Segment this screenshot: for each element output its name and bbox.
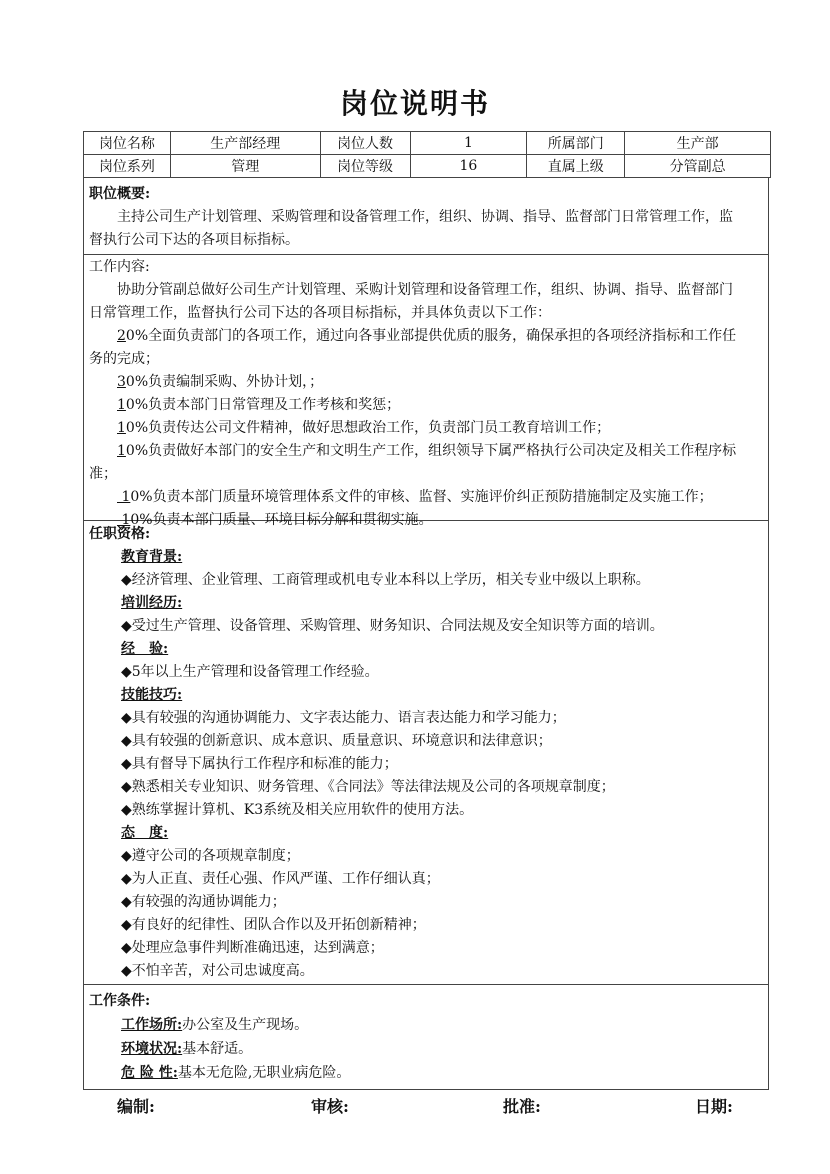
condition-value: 办公室及生产现场。 — [182, 1017, 309, 1033]
date-label: 日期: — [695, 1097, 733, 1116]
duties-intro: 日常管理工作，监督执行公司下达的各项目标指标，并具体负责以下工作： — [89, 305, 551, 321]
conditions-section — [83, 985, 769, 1090]
section-heading: 工作条件: — [89, 993, 151, 1009]
duty-item — [89, 371, 768, 394]
approved-by-label: 批准: — [503, 1097, 541, 1116]
label-cell: 岗位人数 — [320, 132, 410, 155]
duty-percent-underlined: 1 — [117, 443, 126, 459]
qualification-item: ◆为人正直、责任心强、作风严谨、工作仔细认真； — [121, 871, 440, 887]
condition-label: 环境状况: — [121, 1041, 183, 1057]
duty-percent: 0% — [125, 328, 149, 344]
conditions-list — [89, 1013, 768, 1085]
group-title-text: 教育背景: — [121, 549, 183, 565]
qualification-group-title — [89, 822, 768, 845]
table-row — [84, 132, 771, 155]
duty-item — [89, 417, 768, 440]
qualification-item: ◆熟悉相关专业知识、财务管理、《合同法》等法律法规及公司的各项规章制度； — [121, 779, 615, 795]
duty-text: 负责本部门质量、环境目标分解和贯彻实施。 — [152, 512, 433, 528]
qualification-item: ◆具有督导下属执行工作程序和标准的能力； — [121, 756, 398, 772]
duty-percent-underlined: 3 — [117, 374, 126, 390]
duties-section — [83, 255, 769, 528]
overview-text: 主持公司生产计划管理、采购管理和设备管理工作，组织、协调、指导、监督部门日常管理工作，监 — [117, 209, 733, 225]
value-cell: 生产部经理 — [170, 132, 320, 155]
duty-percent: 0% — [125, 374, 149, 390]
duty-item — [89, 440, 768, 463]
qualification-group-title — [89, 546, 768, 569]
duty-item-continued: 务的完成； — [89, 351, 159, 367]
qualification-item: ◆5年以上生产管理和设备管理工作经验。 — [121, 664, 379, 680]
document-title: 岗位说明书 — [339, 87, 490, 120]
qualification-item: ◆经济管理、企业管理、工商管理或机电专业本科以上学历，相关专业中级以上职称。 — [121, 572, 650, 588]
label-cell: 岗位系列 — [84, 155, 171, 178]
group-title-text: 技能技巧: — [121, 687, 183, 703]
section-heading: 职位概要: — [89, 186, 151, 202]
label-cell: 所属部门 — [527, 132, 625, 155]
value-cell: 生产部 — [625, 132, 771, 155]
duty-percent: 0% — [125, 397, 149, 413]
value-cell: 16 — [410, 155, 527, 178]
qualifications-list — [89, 546, 768, 983]
qualification-item: ◆有良好的纪律性、团队合作以及开拓创新精神； — [121, 917, 426, 933]
duty-percent-underlined: 1 — [117, 397, 126, 413]
duty-text: 负责做好本部门的安全生产和文明生产工作，组织领导下属严格执行公司决定及相关工作程序标 — [148, 443, 737, 459]
condition-label: 危 险 性: — [121, 1065, 178, 1081]
duty-item — [89, 325, 768, 348]
duty-text: 负责编制采购、外协计划，； — [148, 374, 324, 390]
duties-list — [89, 325, 768, 532]
qualification-item: ◆受过生产管理、设备管理、采购管理、财务知识、合同法规及安全知识等方面的培训。 — [121, 618, 664, 634]
qualification-item: ◆具有较强的创新意识、成本意识、质量意识、环境意识和法律意识； — [121, 733, 552, 749]
group-title-text: 经 验: — [121, 641, 169, 657]
duties-intro: 协助分管副总做好公司生产计划管理、采购计划管理和设备管理工作，组织、协调、指导、监督部门 — [117, 282, 733, 298]
overview-text: 督执行公司下达的各项目标指标。 — [89, 232, 299, 248]
qualification-item: ◆有较强的沟通协调能力； — [121, 894, 286, 910]
qualification-item: ◆处理应急事件判断准确迅速，达到满意； — [121, 940, 384, 956]
group-title-text: 培训经历: — [121, 595, 183, 611]
condition-value: 基本舒适。 — [182, 1041, 253, 1057]
label-cell: 岗位等级 — [320, 155, 410, 178]
prepared-by-label: 编制: — [117, 1097, 155, 1116]
condition-item — [89, 1037, 768, 1061]
qualification-item: ◆具有较强的沟通协调能力、文字表达能力、语言表达能力和学习能力； — [121, 710, 566, 726]
group-title-text: 态 度: — [121, 825, 169, 841]
duty-percent-underlined: 2 — [117, 328, 126, 344]
condition-item — [89, 1061, 768, 1085]
duty-percent-underlined: 1 — [117, 420, 126, 436]
reviewed-by-label: 审核: — [311, 1097, 349, 1116]
qualification-item: ◆不怕辛苦，对公司忠诚度高。 — [121, 963, 314, 979]
duty-item — [89, 486, 768, 509]
condition-item — [89, 1013, 768, 1037]
duty-percent: 0% — [125, 420, 149, 436]
condition-label: 工作场所: — [121, 1017, 183, 1033]
overview-section — [83, 177, 769, 255]
section-heading: 工作内容: — [89, 259, 150, 275]
duty-percent: 0% — [130, 512, 153, 528]
value-cell: 1 — [410, 132, 527, 155]
table-row — [84, 155, 771, 178]
section-heading: 任职资格: — [89, 526, 151, 542]
qualification-group-title — [89, 592, 768, 615]
duty-item-continued: 准； — [89, 466, 117, 482]
duty-item — [89, 394, 768, 417]
duty-percent: 0% — [125, 443, 149, 459]
duty-percent-underlined: 1 — [117, 512, 131, 528]
qualifications-section — [83, 521, 769, 985]
qualification-group-title — [89, 684, 768, 707]
info-table — [83, 131, 771, 178]
value-cell: 管理 — [170, 155, 320, 178]
duty-text: 负责本部门日常管理及工作考核和奖惩； — [148, 397, 401, 413]
qualification-item: ◆遵守公司的各项规章制度； — [121, 848, 300, 864]
qualification-group-title — [89, 638, 768, 661]
label-cell: 岗位名称 — [84, 132, 171, 155]
qualification-item: ◆熟练掌握计算机、K3系统及相关应用软件的使用方法。 — [121, 802, 474, 818]
duty-text: 全面负责部门的各项工作，通过向各事业部提供优质的服务，确保承担的各项经济指标和工作任 — [148, 328, 737, 344]
duty-percent-underlined: 1 — [117, 489, 131, 505]
condition-value: 基本无危险,无职业病危险。 — [177, 1065, 351, 1081]
duty-percent: 0% — [130, 489, 153, 505]
duty-text: 负责本部门质量环境管理体系文件的审核、监督、实施评价纠正预防措施制定及实施工作； — [152, 489, 713, 505]
duty-text: 负责传达公司文件精神，做好思想政治工作，负责部门员工教育培训工作； — [148, 420, 611, 436]
label-cell: 直属上级 — [527, 155, 625, 178]
value-cell: 分管副总 — [625, 155, 771, 178]
